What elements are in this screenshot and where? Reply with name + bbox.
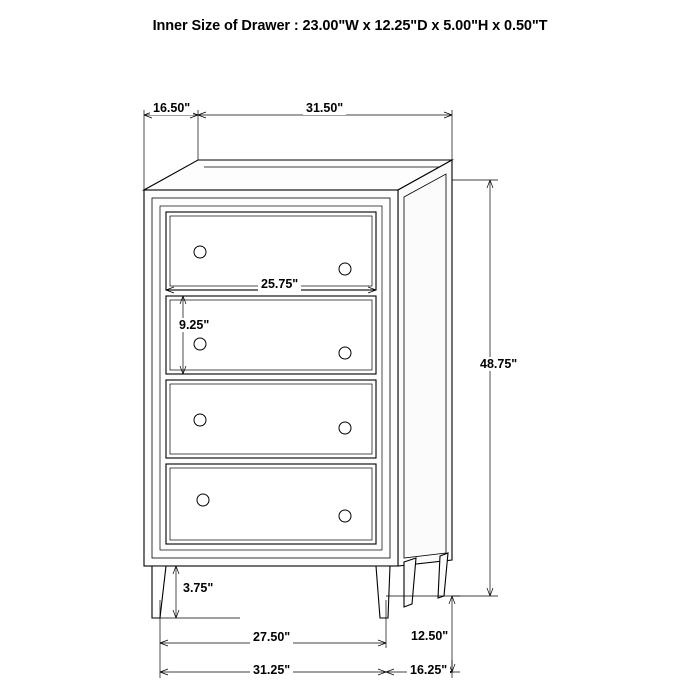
dimension-label-base-depth: 12.50"	[408, 629, 451, 643]
dimension-label-top-depth: 16.50"	[150, 101, 193, 115]
dimension-label-top-width: 31.50"	[303, 101, 346, 115]
dimension-label-overall-height: 48.75"	[477, 357, 520, 371]
dimension-label-drawer-front-width: 25.75"	[258, 277, 301, 291]
dimension-label-base-width: 31.25"	[250, 663, 293, 677]
dimension-label-base-side-depth: 16.25"	[407, 663, 450, 677]
dimension-label-base-inner-width: 27.50"	[250, 630, 293, 644]
dimension-label-leg-height: 3.75"	[180, 581, 216, 595]
page-title: Inner Size of Drawer : 23.00"W x 12.25"D x 5.00"H x 0.50"T	[152, 18, 548, 34]
chest-right-side-panel	[398, 160, 452, 566]
dimension-label-drawer-front-height: 9.25"	[176, 318, 212, 332]
